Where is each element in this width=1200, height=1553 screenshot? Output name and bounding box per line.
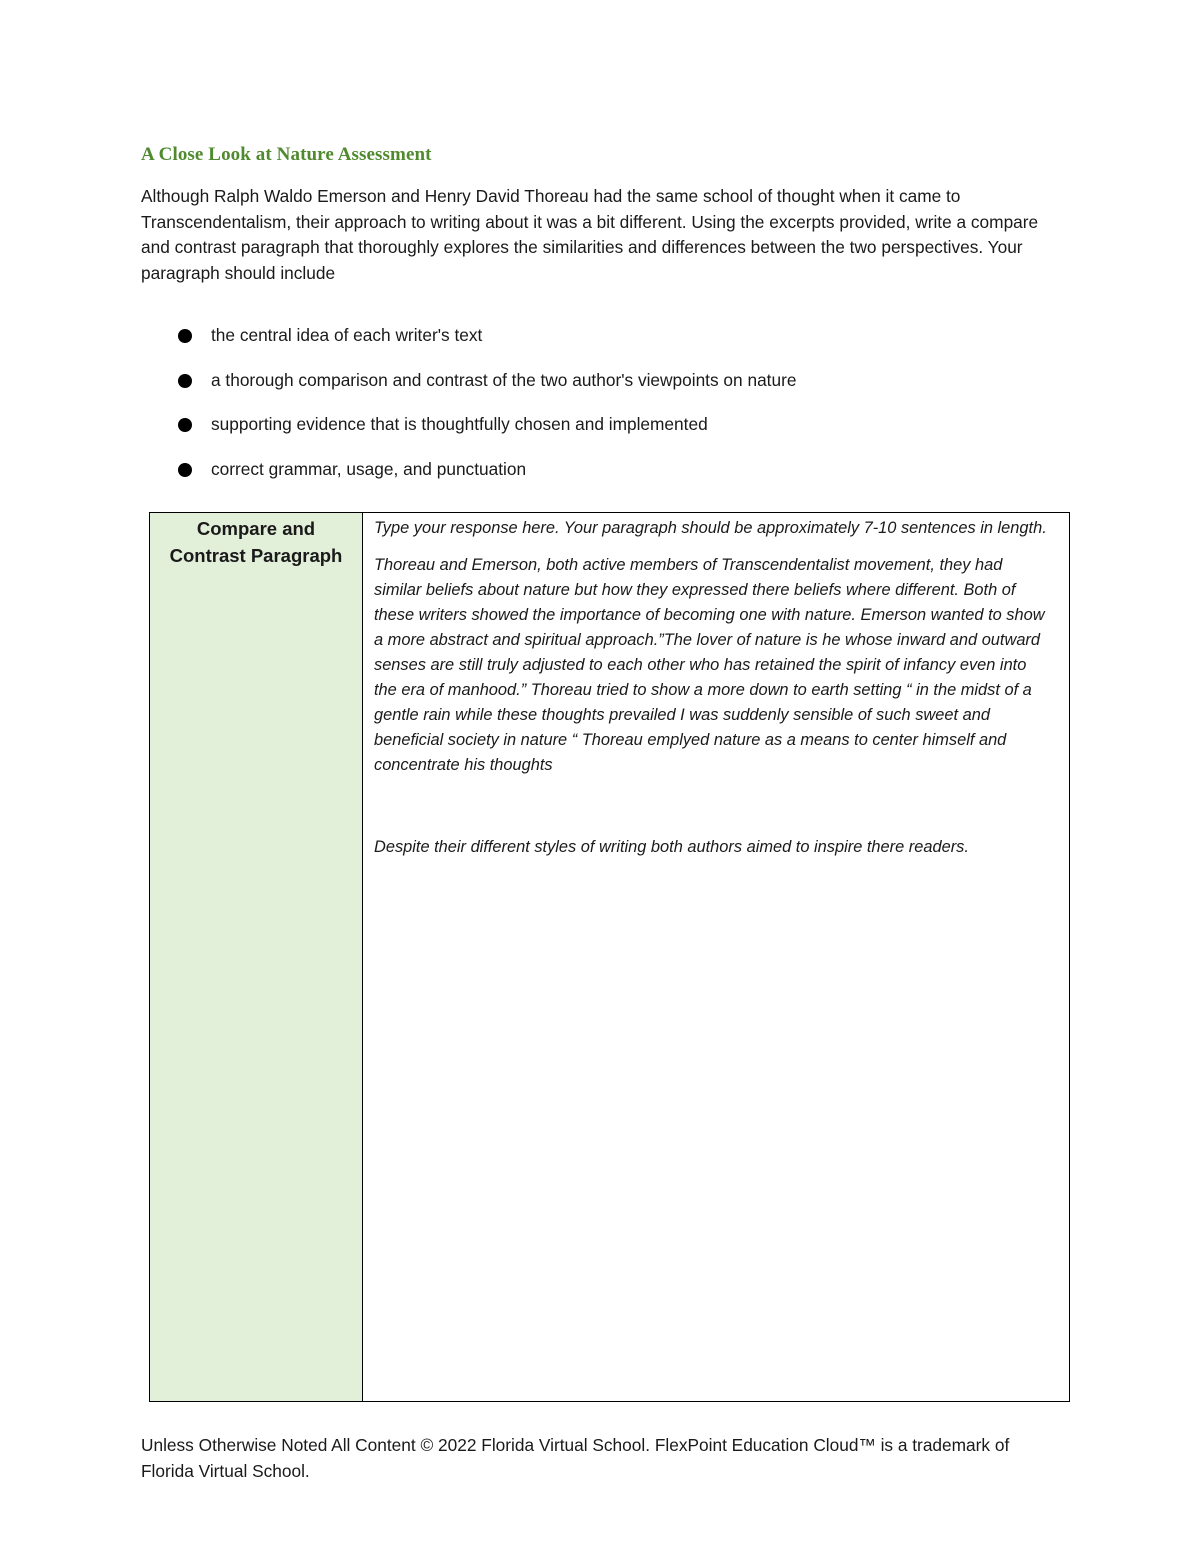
response-text-area[interactable]: [363, 513, 1070, 1402]
list-item: [176, 367, 796, 412]
list-item: [176, 456, 796, 501]
response-label-line1: Compare and: [196, 518, 316, 539]
requirements-list: [176, 322, 796, 500]
list-item: [176, 411, 796, 456]
response-paragraph-2: Despite their different styles of writing both authors aimed to inspire there readers.: [374, 838, 969, 856]
list-item-text: supporting evidence that is thoughtfully chosen and implemented: [211, 414, 708, 434]
list-item-text: correct grammar, usage, and punctuation: [211, 458, 527, 479]
bullet-icon: [178, 329, 192, 343]
bullet-icon: [178, 374, 192, 388]
list-item-text: the central idea of each writer's text: [211, 325, 483, 345]
response-instructions: Type your response here. Your paragraph should be approximately 7-10 sentences in length.: [374, 519, 1047, 537]
bullet-icon: [178, 418, 192, 432]
table-row: [150, 513, 1070, 1402]
list-item: [176, 322, 796, 367]
response-label-line2: Contrast Paragraph: [169, 545, 343, 566]
bullet-icon: [178, 463, 192, 477]
intro-paragraph: Although Ralph Waldo Emerson and Henry David Thoreau had the same school of thought when it came to Transcendentalism, their approach to writing about it was a bit different. Using the excerpts provided, write a compare and contrast paragraph that thoroughly explores the similarities and differences between the two perspectives. Your paragraph should include: [141, 186, 1039, 283]
response-table: [149, 512, 1070, 1402]
response-paragraph-1: Thoreau and Emerson, both active members of Transcendentalist movement, they had similar beliefs about nature but how they expressed there beliefs where different. Both of these writers showed the importance of becoming one with nature. Emerson wanted to show a more abstract and spiritual approach.”The lover of nature is he whose inward and outward senses are still truly adjusted to each other who has retained the spirit of infancy even into the era of manhood.” Thoreau tried to show a more down to earth setting “ in the midst of a gentle rain while these thoughts prevailed I was suddenly sensible of such sweet and beneficial society in nature “ Thoreau emplyed nature as a means to center himself and concentrate his thoughts: [374, 556, 1045, 774]
list-item-text: a thorough comparison and contrast of the two author's viewpoints on nature: [211, 369, 797, 390]
footer-copyright: Unless Otherwise Noted All Content © 2022 Florida Virtual School. FlexPoint Education Cloud™ is a trademark of Florida Virtual School.: [141, 1435, 1010, 1481]
response-label-cell: [150, 513, 363, 1402]
page-title: A Close Look at Nature Assessment: [141, 144, 432, 165]
